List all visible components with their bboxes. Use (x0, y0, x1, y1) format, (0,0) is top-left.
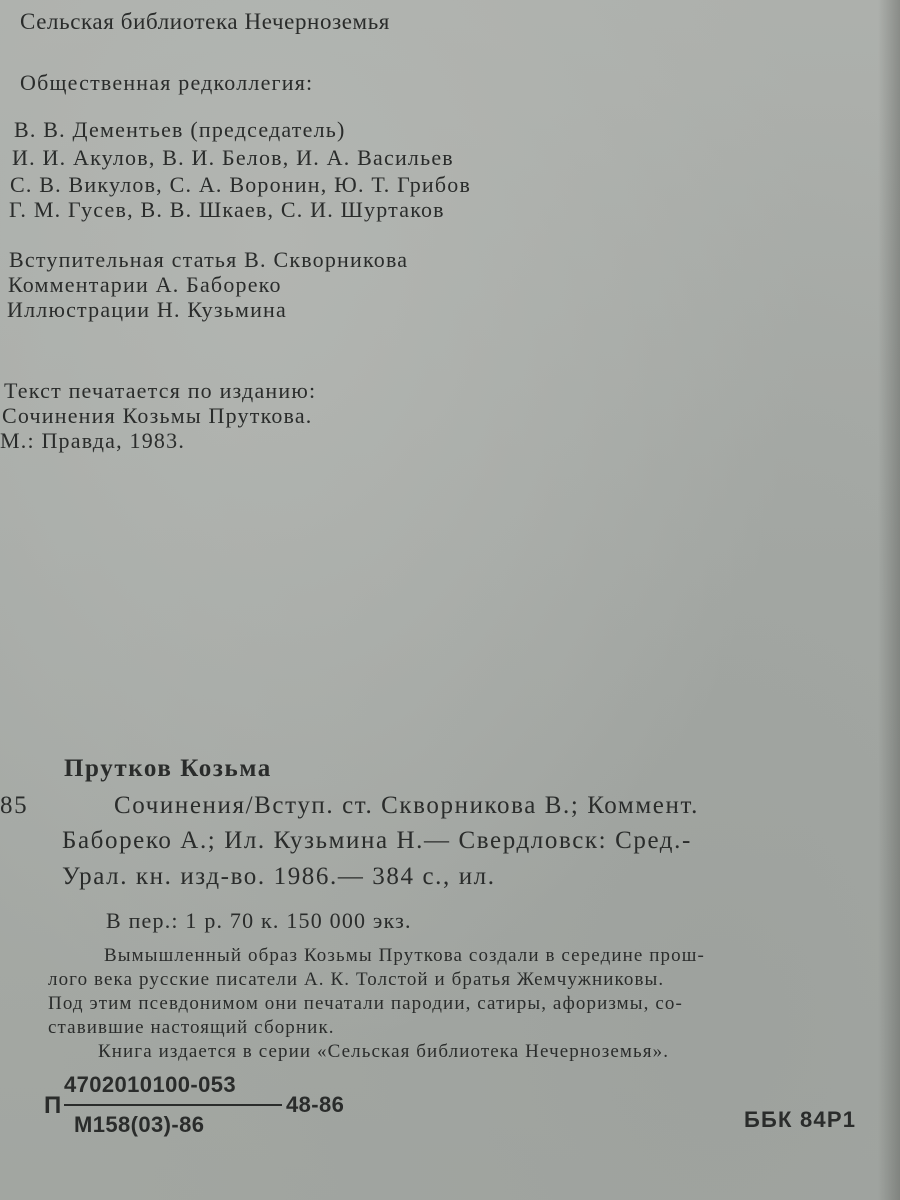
catalog-description-line: Сочинения/Вступ. ст. Скворникова В.; Коммент. (114, 792, 699, 819)
credit-commentary: Комментарии А. Бабореко (8, 272, 282, 297)
editorial-board-member: И. И. Акулов, В. И. Белов, И. А. Васильев (12, 145, 454, 170)
annotation-line: лого века русские писатели А. К. Толстой и братья Жемчужниковы. (48, 969, 665, 990)
source-edition-line: Сочинения Козьмы Пруткова. (2, 403, 313, 428)
bbk-code: ББК 84Р1 (744, 1107, 857, 1132)
editorial-board-member: В. В. Дементьев (председатель) (14, 117, 346, 142)
annotation-line: Под этим псевдонимом они печатали пародии, сатиры, афоризмы, со- (48, 993, 683, 1014)
annotation-line: Вымышленный образ Козьмы Пруткова создали в середине прош- (104, 945, 705, 966)
price-line: В пер.: 1 р. 70 к. 150 000 экз. (106, 908, 412, 933)
source-edition-line: Текст печатается по изданию: (4, 378, 317, 403)
catalog-description-line: Урал. кн. изд-во. 1986.— 384 с., ил. (62, 863, 496, 890)
series-title: Сельская библиотека Нечерноземья (20, 9, 390, 34)
source-edition-line: М.: Правда, 1983. (0, 428, 186, 453)
catalog-description-line: Бабореко А.; Ил. Кузьмина Н.— Свердловск: Сред.- (62, 827, 692, 854)
catalog-index-fragment: 85 (0, 792, 29, 819)
catalog-author: Прутков Козьма (64, 755, 272, 782)
credit-introduction: Вступительная статья В. Скворникова (9, 247, 409, 272)
annotation-line: Книга издается в серии «Сельская библиотека Нечерноземья». (98, 1041, 670, 1062)
code-numerator: 4702010100-053 (64, 1072, 236, 1097)
credit-illustrations: Иллюстрации Н. Кузьмина (7, 297, 287, 322)
page-edge-shadow (878, 0, 900, 1200)
editorial-board-member: Г. М. Гусев, В. В. Шкаев, С. И. Шуртаков (9, 197, 445, 222)
code-suffix: 48-86 (286, 1092, 345, 1117)
code-fraction-rule (64, 1104, 282, 1106)
code-denominator: М158(03)-86 (74, 1112, 205, 1137)
editorial-board-heading: Общественная редколлегия: (20, 70, 314, 95)
annotation-line: ставившие настоящий сборник. (48, 1017, 335, 1038)
code-prefix: П (44, 1092, 62, 1119)
editorial-board-member: С. В. Викулов, С. А. Воронин, Ю. Т. Грибов (10, 172, 472, 197)
